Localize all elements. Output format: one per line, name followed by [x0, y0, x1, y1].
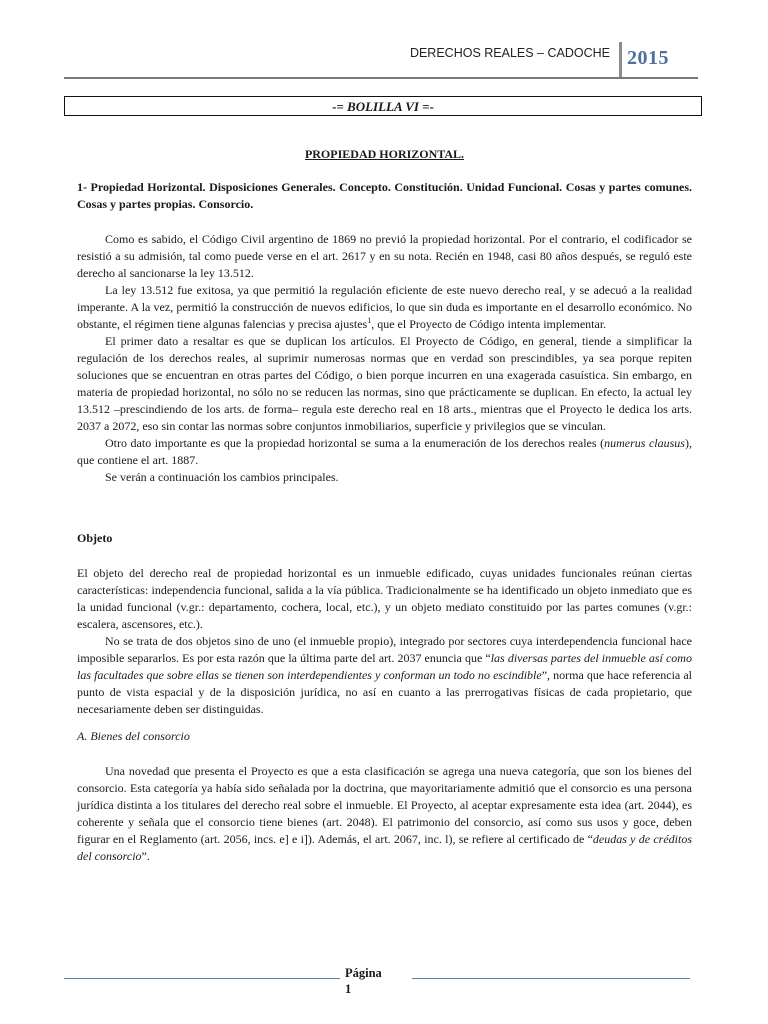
footnote-marker[interactable]: 1: [367, 316, 372, 325]
objeto-paragraph-1: El objeto del derecho real de propiedad horizontal es un inmueble edificado, cuyas unidades funcionales reúnan ciertas características: independencia funcional, salida a la vía pública. Tradicionalmente se ha identificado un objeto inmediato que es la unidad funcional (v.gr.: departamento, cochera, local, etc.), y un objeto mediato constituido por las partes comunes (v.gr.: escalera, ascensores, etc.).: [77, 566, 692, 631]
subtitle: 1- Propiedad Horizontal. Disposiciones Generales. Concepto. Constitución. Unidad Funcional. Cosas y partes comunes. Cosas y partes propias. Consorcio.: [77, 180, 692, 211]
header-rule: [64, 77, 698, 79]
paragraph-4: [77, 435, 692, 469]
objeto-heading: Objeto: [77, 531, 113, 545]
objeto-p2-head: No se trata de dos objetos sino de uno (el inmueble propio), integrado por sectores cuya interdependencia funcional hace imposible separarlos. Es por esta razón que la última parte del art. 2037 enuncia que “: [77, 634, 692, 665]
paragraph-4-italic: numerus clausus: [604, 436, 685, 450]
bolilla-box: -= BOLILLA VI =-: [64, 96, 702, 116]
footer-rule-left: [64, 978, 340, 979]
objeto-paragraph-2: [77, 633, 692, 718]
header-divider: [619, 42, 622, 78]
paragraph-4-tail: ), que contiene el art. 1887.: [77, 436, 692, 467]
objeto-p2-tail: ”, norma que hace referencia al punto de vista espacial y de la disposición jurídica, no así en cuanto a las prerrogativas físicas de cada propietario, que necesariamente deben ser distinguidas.: [77, 668, 692, 716]
bienes-p-head: Una novedad que presenta el Proyecto es que a esta clasificación se agrega una nueva categoría, que son los bienes del consorcio. Esta categoría ya había sido señalada por la doctrina, que mayoritariamente admitió que el consorcio es una persona jurídica distinta a los titulares del derecho real sobre el inmueble. El Proyecto, al aceptar expresamente esta idea (art. 2044), es coherente y señala que el consorcio tiene bienes (art. 2048). El patrimonio del consorcio, así como sus usos y goce, deben figurar en el Reglamento (art. 2056, incs. e] e i]). Además, el art. 2067, inc. l), se refiere al certificado de “: [77, 764, 692, 846]
document-header-title: DERECHOS REALES – CADOCHE: [409, 46, 610, 60]
paragraph-2-text: La ley 13.512 fue exitosa, ya que permitió la regulación eficiente de este nuevo derecho real, y se adecuó a la realidad imperante. A la vez, permitió la construcción de nuevos edificios, lo que sin duda es importante en el desarrollo económico. No obstante, el régimen tiene algunas falencias y precisa ajustes: [77, 283, 692, 331]
paragraph-4-text: Otro dato importante es que la propiedad horizontal se suma a la enumeración de los derechos reales (: [105, 436, 605, 450]
header-year: 2015: [627, 47, 669, 69]
page-footer: [345, 965, 400, 997]
page-number: 1: [345, 982, 352, 996]
paragraph-5: Se verán a continuación los cambios principales.: [105, 470, 339, 484]
paragraph-1: Como es sabido, el Código Civil argentino de 1869 no previó la propiedad horizontal. Por el contrario, el codificador se resistió a su admisión, tal como puede verse en el art. 2617 y en su nota. Recién en 1948, casi 80 años después, se reguló este derecho al sancionarse la ley 13.512.: [77, 232, 692, 280]
page-label: Página: [345, 966, 382, 980]
paragraph-2: [77, 282, 692, 333]
bienes-p-quote: deudas y de créditos del consorcio: [77, 832, 692, 863]
bienes-p-tail: ”.: [141, 849, 150, 863]
document-body: [77, 146, 692, 865]
paragraph-3: El primer dato a resaltar es que se duplican los artículos. El Proyecto de Código, en general, tiende a simplificar la regulación de los derechos reales, al suprimir numerosas normas que en verdad son prescindibles, ya sea porque repiten soluciones que se encuentran en otras partes del Código, o bien porque incurren en una exagerada casuística. Sin embargo, en materia de propiedad horizontal, no sólo no se reducen las normas, sino que prácticamente se duplican. En efecto, la actual ley 13.512 –prescindiendo de los arts. de forma– regula este derecho real en 18 arts., mientras que el Proyecto le dedica los arts. 2037 a 2072, eso sin contar las normas sobre conjuntos inmobiliarios, superficie y privilegios que se vinculan.: [77, 334, 692, 433]
section-title: PROPIEDAD HORIZONTAL.: [304, 147, 465, 161]
footer-rule-right: [412, 978, 690, 979]
bienes-heading: A. Bienes del consorcio: [77, 729, 190, 743]
objeto-p2-quote: las diversas partes del inmueble así como las facultades que sobre ellas se tienen son interdependientes y conforman un todo no escindible: [77, 651, 692, 682]
bienes-paragraph: [77, 763, 692, 865]
paragraph-2-tail: , que el Proyecto de Código intenta implementar.: [371, 317, 607, 331]
